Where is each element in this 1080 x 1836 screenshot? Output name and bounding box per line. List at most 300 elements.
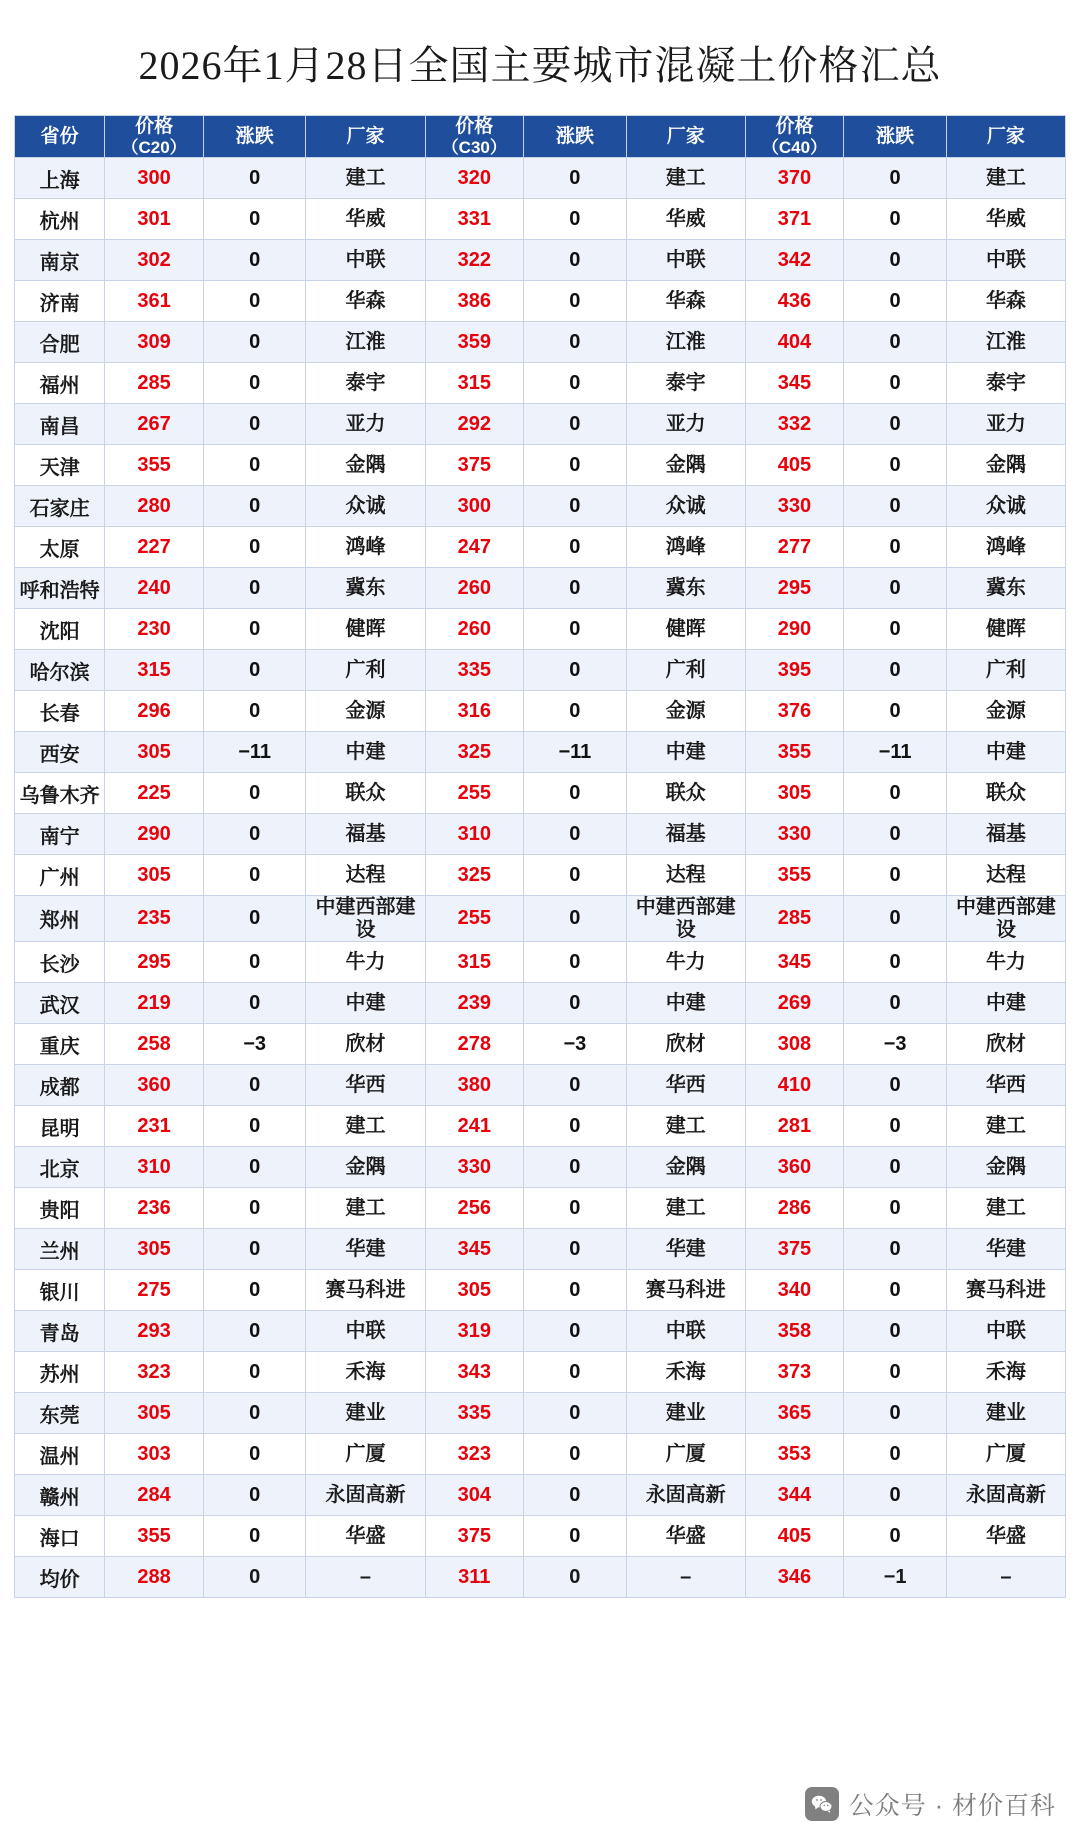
cell-maker-c30: 华盛 bbox=[626, 1516, 745, 1557]
cell-delta-c30: 0 bbox=[524, 240, 627, 281]
cell-price-c40: 305 bbox=[745, 773, 844, 814]
table-header bbox=[15, 116, 1066, 158]
cell-maker-c40: 福基 bbox=[946, 814, 1065, 855]
table-row bbox=[15, 691, 1066, 732]
cell-price-c40: 355 bbox=[745, 855, 844, 896]
cell-maker-c30: 华西 bbox=[626, 1065, 745, 1106]
cell-maker-c40: 金隅 bbox=[946, 1147, 1065, 1188]
cell-price-c20: 293 bbox=[105, 1311, 204, 1352]
cell-price-c20: 301 bbox=[105, 199, 204, 240]
cell-price-c30: 320 bbox=[425, 158, 524, 199]
cell-price-c20: 305 bbox=[105, 1229, 204, 1270]
cell-price-c30: 305 bbox=[425, 1270, 524, 1311]
header-maker-c40: 厂家 bbox=[946, 116, 1065, 158]
table-row bbox=[15, 855, 1066, 896]
cell-delta-c30: 0 bbox=[524, 609, 627, 650]
header-maker-c30: 厂家 bbox=[626, 116, 745, 158]
cell-delta-c20: 0 bbox=[203, 158, 306, 199]
cell-delta-c20: 0 bbox=[203, 199, 306, 240]
cell-delta-c30: 0 bbox=[524, 1147, 627, 1188]
cell-maker-c20: 建工 bbox=[306, 1106, 425, 1147]
cell-price-c20: 225 bbox=[105, 773, 204, 814]
cell-delta-c30: 0 bbox=[524, 568, 627, 609]
cell-delta-c40: 0 bbox=[844, 773, 947, 814]
watermark bbox=[805, 1786, 1056, 1822]
cell-delta-c20: 0 bbox=[203, 1516, 306, 1557]
cell-price-c40: 295 bbox=[745, 568, 844, 609]
cell-city: 太原 bbox=[15, 527, 105, 568]
cell-city: 温州 bbox=[15, 1434, 105, 1475]
cell-maker-c30: 华建 bbox=[626, 1229, 745, 1270]
cell-delta-c40: 0 bbox=[844, 942, 947, 983]
watermark-text: 公众号 · 材价百科 bbox=[848, 1792, 1056, 1820]
cell-maker-c40: 金隅 bbox=[946, 445, 1065, 486]
cell-delta-c30: 0 bbox=[524, 773, 627, 814]
cell-delta-c20: 0 bbox=[203, 404, 306, 445]
cell-maker-c40: 华西 bbox=[946, 1065, 1065, 1106]
cell-delta-c20: 0 bbox=[203, 445, 306, 486]
table-row bbox=[15, 568, 1066, 609]
cell-price-c20: 296 bbox=[105, 691, 204, 732]
cell-price-c30: 380 bbox=[425, 1065, 524, 1106]
cell-maker-c40: 健晖 bbox=[946, 609, 1065, 650]
cell-delta-c30: 0 bbox=[524, 855, 627, 896]
table-row bbox=[15, 983, 1066, 1024]
cell-delta-c40: 0 bbox=[844, 1270, 947, 1311]
page-title: 2026年1月28日全国主要城市混凝土价格汇总 bbox=[138, 43, 942, 88]
cell-price-c20: 227 bbox=[105, 527, 204, 568]
cell-maker-c30: 金隅 bbox=[626, 445, 745, 486]
cell-price-c40: 285 bbox=[745, 896, 844, 942]
cell-city: 广州 bbox=[15, 855, 105, 896]
cell-maker-c30: 建工 bbox=[626, 158, 745, 199]
cell-delta-c30: 0 bbox=[524, 1434, 627, 1475]
header-price-c30-sub: （C30） bbox=[441, 137, 507, 157]
cell-delta-c30: 0 bbox=[524, 322, 627, 363]
cell-city: 南京 bbox=[15, 240, 105, 281]
cell-delta-c20: 0 bbox=[203, 281, 306, 322]
table-row bbox=[15, 1393, 1066, 1434]
cell-delta-c30: 0 bbox=[524, 1475, 627, 1516]
cell-price-c30: 239 bbox=[425, 983, 524, 1024]
cell-delta-c30: 0 bbox=[524, 1516, 627, 1557]
cell-maker-c20: 福基 bbox=[306, 814, 425, 855]
cell-price-c20: 230 bbox=[105, 609, 204, 650]
cell-maker-c20: 江淮 bbox=[306, 322, 425, 363]
concrete-price-table bbox=[14, 115, 1066, 1598]
cell-delta-c40: 0 bbox=[844, 609, 947, 650]
cell-price-c20: 361 bbox=[105, 281, 204, 322]
cell-price-c40: 332 bbox=[745, 404, 844, 445]
header-delta-c20: 涨跌 bbox=[203, 116, 306, 158]
header-delta-c40: 涨跌 bbox=[844, 116, 947, 158]
cell-delta-c40: 0 bbox=[844, 650, 947, 691]
cell-price-c30: 359 bbox=[425, 322, 524, 363]
header-delta-c30: 涨跌 bbox=[524, 116, 627, 158]
cell-delta-c20: 0 bbox=[203, 691, 306, 732]
cell-delta-c20: −11 bbox=[203, 732, 306, 773]
cell-delta-c30: 0 bbox=[524, 1188, 627, 1229]
cell-price-c20: 305 bbox=[105, 732, 204, 773]
cell-price-c30: 386 bbox=[425, 281, 524, 322]
cell-price-c20: 310 bbox=[105, 1147, 204, 1188]
cell-delta-c20: 0 bbox=[203, 773, 306, 814]
cell-city: 武汉 bbox=[15, 983, 105, 1024]
cell-maker-c30: 建工 bbox=[626, 1106, 745, 1147]
cell-price-c40: 370 bbox=[745, 158, 844, 199]
cell-maker-c20: 健晖 bbox=[306, 609, 425, 650]
table-row bbox=[15, 363, 1066, 404]
cell-delta-c40: −11 bbox=[844, 732, 947, 773]
cell-maker-c30: 建业 bbox=[626, 1393, 745, 1434]
cell-delta-c30: 0 bbox=[524, 281, 627, 322]
cell-maker-c30: 冀东 bbox=[626, 568, 745, 609]
cell-price-c30: 278 bbox=[425, 1024, 524, 1065]
cell-city: 西安 bbox=[15, 732, 105, 773]
cell-delta-c30: 0 bbox=[524, 445, 627, 486]
cell-maker-c20: 牛力 bbox=[306, 942, 425, 983]
cell-maker-c30: 华森 bbox=[626, 281, 745, 322]
cell-maker-c40: 冀东 bbox=[946, 568, 1065, 609]
cell-maker-c40: 建工 bbox=[946, 1106, 1065, 1147]
cell-price-c40: 345 bbox=[745, 942, 844, 983]
cell-maker-c40: 华盛 bbox=[946, 1516, 1065, 1557]
cell-price-c40: 277 bbox=[745, 527, 844, 568]
cell-delta-c30: 0 bbox=[524, 158, 627, 199]
cell-delta-c30: −11 bbox=[524, 732, 627, 773]
cell-delta-c20: 0 bbox=[203, 363, 306, 404]
table-row bbox=[15, 609, 1066, 650]
cell-maker-c20: 亚力 bbox=[306, 404, 425, 445]
cell-price-c20: 303 bbox=[105, 1434, 204, 1475]
cell-price-c20: 284 bbox=[105, 1475, 204, 1516]
cell-price-c30: 241 bbox=[425, 1106, 524, 1147]
cell-price-c30: 315 bbox=[425, 942, 524, 983]
header-city: 省份 bbox=[15, 116, 105, 158]
cell-delta-c40: 0 bbox=[844, 1229, 947, 1270]
cell-maker-c30: 欣材 bbox=[626, 1024, 745, 1065]
cell-maker-c40: 牛力 bbox=[946, 942, 1065, 983]
table-row bbox=[15, 1311, 1066, 1352]
cell-delta-c30: 0 bbox=[524, 1065, 627, 1106]
cell-delta-c40: −3 bbox=[844, 1024, 947, 1065]
cell-delta-c40: 0 bbox=[844, 1065, 947, 1106]
cell-maker-c30: 广厦 bbox=[626, 1434, 745, 1475]
cell-delta-c20: 0 bbox=[203, 942, 306, 983]
cell-delta-c20: 0 bbox=[203, 609, 306, 650]
cell-price-c20: 295 bbox=[105, 942, 204, 983]
cell-delta-c30: 0 bbox=[524, 1106, 627, 1147]
cell-delta-c20: 0 bbox=[203, 1475, 306, 1516]
cell-delta-c30: 0 bbox=[524, 650, 627, 691]
cell-delta-c20: 0 bbox=[203, 1393, 306, 1434]
cell-delta-c30: 0 bbox=[524, 942, 627, 983]
cell-maker-c20: 中建 bbox=[306, 983, 425, 1024]
table-row bbox=[15, 1434, 1066, 1475]
cell-delta-c20: 0 bbox=[203, 896, 306, 942]
cell-city: 贵阳 bbox=[15, 1188, 105, 1229]
cell-price-c40: 371 bbox=[745, 199, 844, 240]
table-row bbox=[15, 732, 1066, 773]
cell-delta-c40: 0 bbox=[844, 1188, 947, 1229]
cell-maker-c40: 建业 bbox=[946, 1393, 1065, 1434]
cell-maker-c30: 中建 bbox=[626, 732, 745, 773]
cell-delta-c20: 0 bbox=[203, 1270, 306, 1311]
table-row bbox=[15, 1557, 1066, 1598]
cell-city: 青岛 bbox=[15, 1311, 105, 1352]
cell-city: 银川 bbox=[15, 1270, 105, 1311]
cell-maker-c30: 牛力 bbox=[626, 942, 745, 983]
cell-price-c30: 335 bbox=[425, 1393, 524, 1434]
cell-price-c30: 304 bbox=[425, 1475, 524, 1516]
cell-price-c20: 275 bbox=[105, 1270, 204, 1311]
cell-delta-c20: 0 bbox=[203, 1311, 306, 1352]
cell-maker-c40: 中联 bbox=[946, 240, 1065, 281]
cell-delta-c20: 0 bbox=[203, 568, 306, 609]
cell-city: 石家庄 bbox=[15, 486, 105, 527]
cell-maker-c40: 禾海 bbox=[946, 1352, 1065, 1393]
cell-price-c40: 286 bbox=[745, 1188, 844, 1229]
cell-price-c20: 355 bbox=[105, 1516, 204, 1557]
cell-maker-c40: 亚力 bbox=[946, 404, 1065, 445]
cell-maker-c40: 鸿峰 bbox=[946, 527, 1065, 568]
table-row bbox=[15, 650, 1066, 691]
cell-city: 上海 bbox=[15, 158, 105, 199]
cell-price-c20: 231 bbox=[105, 1106, 204, 1147]
cell-price-c20: 360 bbox=[105, 1065, 204, 1106]
cell-maker-c20: 金源 bbox=[306, 691, 425, 732]
cell-delta-c40: 0 bbox=[844, 814, 947, 855]
table-row bbox=[15, 1270, 1066, 1311]
cell-price-c20: 258 bbox=[105, 1024, 204, 1065]
header-price-c20-sub: （C20） bbox=[121, 137, 187, 157]
header-price-c30 bbox=[425, 116, 524, 158]
cell-maker-c20: 华建 bbox=[306, 1229, 425, 1270]
cell-maker-c30: 江淮 bbox=[626, 322, 745, 363]
table-row bbox=[15, 240, 1066, 281]
cell-maker-c30: 亚力 bbox=[626, 404, 745, 445]
cell-price-c40: 365 bbox=[745, 1393, 844, 1434]
cell-price-c20: 236 bbox=[105, 1188, 204, 1229]
cell-price-c30: 325 bbox=[425, 855, 524, 896]
cell-price-c40: 346 bbox=[745, 1557, 844, 1598]
cell-price-c30: 300 bbox=[425, 486, 524, 527]
cell-delta-c20: 0 bbox=[203, 1229, 306, 1270]
table-row bbox=[15, 1106, 1066, 1147]
cell-maker-c20: 中联 bbox=[306, 1311, 425, 1352]
table-row bbox=[15, 486, 1066, 527]
cell-delta-c40: 0 bbox=[844, 691, 947, 732]
cell-maker-c40: 联众 bbox=[946, 773, 1065, 814]
cell-delta-c20: 0 bbox=[203, 240, 306, 281]
cell-maker-c20: 华盛 bbox=[306, 1516, 425, 1557]
cell-delta-c40: 0 bbox=[844, 240, 947, 281]
cell-delta-c40: 0 bbox=[844, 199, 947, 240]
cell-delta-c40: 0 bbox=[844, 855, 947, 896]
header-price-c20-main: 价格 bbox=[135, 116, 174, 137]
cell-delta-c20: 0 bbox=[203, 1557, 306, 1598]
table-row bbox=[15, 1475, 1066, 1516]
cell-city: 杭州 bbox=[15, 199, 105, 240]
header-price-c20 bbox=[105, 116, 204, 158]
cell-maker-c30: 建工 bbox=[626, 1188, 745, 1229]
cell-city: 郑州 bbox=[15, 896, 105, 942]
cell-delta-c40: 0 bbox=[844, 1393, 947, 1434]
cell-delta-c30: 0 bbox=[524, 1311, 627, 1352]
cell-price-c40: 373 bbox=[745, 1352, 844, 1393]
cell-delta-c30: 0 bbox=[524, 896, 627, 942]
table-row bbox=[15, 281, 1066, 322]
cell-maker-c20: 建业 bbox=[306, 1393, 425, 1434]
cell-delta-c30: 0 bbox=[524, 814, 627, 855]
header-price-c40 bbox=[745, 116, 844, 158]
table-row bbox=[15, 1024, 1066, 1065]
cell-price-c40: 342 bbox=[745, 240, 844, 281]
cell-price-c20: 235 bbox=[105, 896, 204, 942]
cell-city: 乌鲁木齐 bbox=[15, 773, 105, 814]
cell-delta-c30: −3 bbox=[524, 1024, 627, 1065]
header-maker-c20: 厂家 bbox=[306, 116, 425, 158]
table-body bbox=[15, 158, 1066, 1598]
cell-city: 沈阳 bbox=[15, 609, 105, 650]
cell-maker-c40: – bbox=[946, 1557, 1065, 1598]
cell-price-c20: 309 bbox=[105, 322, 204, 363]
cell-price-c30: 316 bbox=[425, 691, 524, 732]
cell-maker-c30: 禾海 bbox=[626, 1352, 745, 1393]
cell-maker-c20: 中建西部建设 bbox=[306, 896, 425, 942]
cell-city: 赣州 bbox=[15, 1475, 105, 1516]
cell-delta-c40: 0 bbox=[844, 527, 947, 568]
wechat-icon bbox=[805, 1787, 839, 1821]
cell-city: 苏州 bbox=[15, 1352, 105, 1393]
cell-maker-c20: 建工 bbox=[306, 158, 425, 199]
cell-delta-c20: 0 bbox=[203, 486, 306, 527]
cell-maker-c30: 中联 bbox=[626, 240, 745, 281]
cell-price-c40: 355 bbox=[745, 732, 844, 773]
cell-maker-c20: 中建 bbox=[306, 732, 425, 773]
cell-price-c40: 375 bbox=[745, 1229, 844, 1270]
cell-delta-c40: 0 bbox=[844, 1434, 947, 1475]
table-row bbox=[15, 942, 1066, 983]
cell-maker-c20: 永固高新 bbox=[306, 1475, 425, 1516]
cell-price-c20: 315 bbox=[105, 650, 204, 691]
cell-delta-c40: 0 bbox=[844, 983, 947, 1024]
cell-city: 南昌 bbox=[15, 404, 105, 445]
cell-delta-c30: 0 bbox=[524, 527, 627, 568]
cell-price-c40: 410 bbox=[745, 1065, 844, 1106]
table-row bbox=[15, 199, 1066, 240]
cell-maker-c20: 中联 bbox=[306, 240, 425, 281]
table-container bbox=[0, 115, 1080, 1598]
cell-price-c30: 345 bbox=[425, 1229, 524, 1270]
cell-maker-c40: 江淮 bbox=[946, 322, 1065, 363]
cell-price-c30: 322 bbox=[425, 240, 524, 281]
cell-maker-c40: 建工 bbox=[946, 1188, 1065, 1229]
cell-maker-c40: 达程 bbox=[946, 855, 1065, 896]
cell-maker-c40: 华威 bbox=[946, 199, 1065, 240]
cell-delta-c40: 0 bbox=[844, 445, 947, 486]
cell-price-c40: 376 bbox=[745, 691, 844, 732]
cell-maker-c30: 中建西部建设 bbox=[626, 896, 745, 942]
cell-maker-c30: 中建 bbox=[626, 983, 745, 1024]
cell-maker-c30: 金源 bbox=[626, 691, 745, 732]
cell-price-c20: 267 bbox=[105, 404, 204, 445]
cell-delta-c40: 0 bbox=[844, 1516, 947, 1557]
cell-maker-c30: 福基 bbox=[626, 814, 745, 855]
cell-price-c40: 290 bbox=[745, 609, 844, 650]
cell-delta-c20: 0 bbox=[203, 1352, 306, 1393]
cell-price-c30: 315 bbox=[425, 363, 524, 404]
cell-delta-c40: 0 bbox=[844, 281, 947, 322]
table-row bbox=[15, 445, 1066, 486]
cell-maker-c20: 华森 bbox=[306, 281, 425, 322]
cell-maker-c20: 达程 bbox=[306, 855, 425, 896]
cell-maker-c40: 广利 bbox=[946, 650, 1065, 691]
cell-delta-c30: 0 bbox=[524, 983, 627, 1024]
cell-maker-c40: 中建西部建设 bbox=[946, 896, 1065, 942]
cell-maker-c40: 建工 bbox=[946, 158, 1065, 199]
cell-price-c20: 290 bbox=[105, 814, 204, 855]
cell-price-c30: 335 bbox=[425, 650, 524, 691]
cell-delta-c20: 0 bbox=[203, 1106, 306, 1147]
cell-maker-c20: 华西 bbox=[306, 1065, 425, 1106]
cell-price-c30: 310 bbox=[425, 814, 524, 855]
table-row bbox=[15, 1147, 1066, 1188]
cell-maker-c40: 华森 bbox=[946, 281, 1065, 322]
cell-price-c30: 323 bbox=[425, 1434, 524, 1475]
cell-delta-c30: 0 bbox=[524, 404, 627, 445]
cell-price-c40: 405 bbox=[745, 445, 844, 486]
cell-maker-c40: 中建 bbox=[946, 732, 1065, 773]
cell-delta-c40: 0 bbox=[844, 486, 947, 527]
cell-maker-c20: 广利 bbox=[306, 650, 425, 691]
cell-delta-c20: 0 bbox=[203, 983, 306, 1024]
cell-maker-c20: 欣材 bbox=[306, 1024, 425, 1065]
cell-price-c30: 260 bbox=[425, 609, 524, 650]
cell-price-c30: 331 bbox=[425, 199, 524, 240]
cell-city: 长沙 bbox=[15, 942, 105, 983]
cell-maker-c40: 永固高新 bbox=[946, 1475, 1065, 1516]
cell-delta-c20: −3 bbox=[203, 1024, 306, 1065]
cell-city: 兰州 bbox=[15, 1229, 105, 1270]
cell-price-c30: 256 bbox=[425, 1188, 524, 1229]
header-price-c30-main: 价格 bbox=[455, 116, 494, 137]
cell-price-c30: 375 bbox=[425, 1516, 524, 1557]
cell-delta-c40: 0 bbox=[844, 568, 947, 609]
cell-maker-c40: 泰宇 bbox=[946, 363, 1065, 404]
cell-delta-c30: 0 bbox=[524, 199, 627, 240]
cell-maker-c20: 金隅 bbox=[306, 1147, 425, 1188]
cell-price-c20: 240 bbox=[105, 568, 204, 609]
cell-price-c30: 311 bbox=[425, 1557, 524, 1598]
cell-delta-c20: 0 bbox=[203, 855, 306, 896]
cell-city: 天津 bbox=[15, 445, 105, 486]
cell-city: 重庆 bbox=[15, 1024, 105, 1065]
table-row bbox=[15, 1516, 1066, 1557]
cell-maker-c20: 赛马科进 bbox=[306, 1270, 425, 1311]
cell-city: 均价 bbox=[15, 1557, 105, 1598]
cell-city: 南宁 bbox=[15, 814, 105, 855]
cell-maker-c20: 金隅 bbox=[306, 445, 425, 486]
cell-maker-c20: 鸿峰 bbox=[306, 527, 425, 568]
cell-price-c40: 308 bbox=[745, 1024, 844, 1065]
cell-maker-c20: 众诚 bbox=[306, 486, 425, 527]
cell-city: 昆明 bbox=[15, 1106, 105, 1147]
cell-price-c30: 255 bbox=[425, 896, 524, 942]
cell-city: 长春 bbox=[15, 691, 105, 732]
cell-delta-c40: 0 bbox=[844, 404, 947, 445]
cell-price-c20: 285 bbox=[105, 363, 204, 404]
